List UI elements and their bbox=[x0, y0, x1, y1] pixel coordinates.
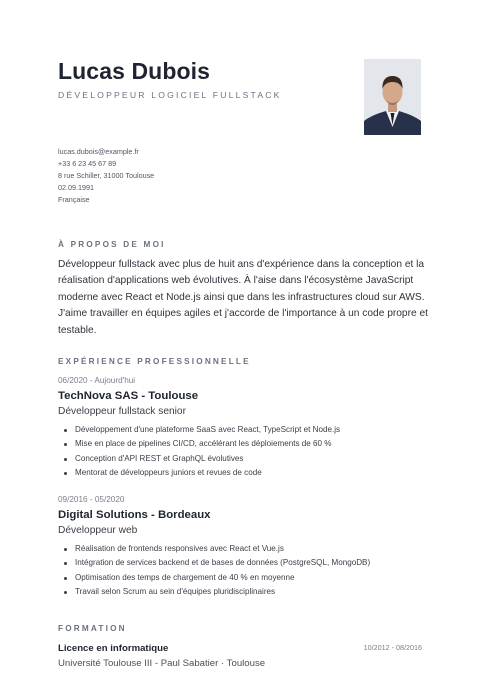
job-company: Digital Solutions - Bordeaux bbox=[58, 509, 211, 521]
section-title-about: À PROPOS DE MOI bbox=[58, 240, 166, 249]
job-bullet: Réalisation de frontends responsives avec React et Vue.js bbox=[58, 542, 428, 556]
section-title-education: FORMATION bbox=[58, 624, 127, 633]
contact-address: 8 rue Schiller, 31000 Toulouse bbox=[58, 171, 155, 180]
contact-email[interactable]: lucas.dubois@example.fr bbox=[58, 147, 139, 156]
contact-nationality: Française bbox=[58, 195, 90, 204]
job-company: TechNova SAS - Toulouse bbox=[58, 390, 199, 402]
education-school: Université Toulouse III - Paul Sabatier · Toulouse bbox=[58, 658, 266, 669]
job-position: Développeur web bbox=[58, 525, 138, 536]
job-bullet: Intégration de services backend et de bases de données (PostgreSQL, MongoDB) bbox=[58, 556, 428, 570]
job-bullets bbox=[58, 542, 428, 599]
job-bullet: Conception d'API REST et GraphQL évolutives bbox=[58, 452, 428, 466]
job-bullet: Développement d'une plateforme SaaS avec React, TypeScript et Node.js bbox=[58, 423, 428, 437]
profile-photo bbox=[364, 59, 421, 135]
job-bullet: Mentorat de développeurs juniors et revues de code bbox=[58, 466, 428, 480]
experience-entry bbox=[58, 495, 428, 599]
job-bullet: Travail selon Scrum au sein d'équipes pluridisciplinaires bbox=[58, 585, 428, 599]
job-bullets bbox=[58, 423, 428, 480]
candidate-role: DÉVELOPPEUR LOGICIEL FULLSTACK bbox=[58, 90, 282, 100]
job-period: 09/2016 - 05/2020 bbox=[58, 495, 125, 504]
job-bullet: Optimisation des temps de chargement de 40 % en moyenne bbox=[58, 571, 428, 585]
education-dates: 10/2012 - 08/2016 bbox=[363, 643, 422, 652]
contact-block bbox=[58, 146, 154, 206]
job-position: Développeur fullstack senior bbox=[58, 406, 186, 417]
job-period: 06/2020 - Aujourd'hui bbox=[58, 376, 136, 385]
experience-entry bbox=[58, 376, 428, 480]
about-text: Développeur fullstack avec plus de huit ans d'expérience dans la conception et la réalisation d'applications web évolutives. À l'aise dans l'écosystème JavaScript moderne avec React et Node.js ainsi que dans les infrastructures cloud sur AWS. J'aime travailler en équipes agiles et j'accorde de l'importance à un code propre et testable. bbox=[58, 259, 428, 336]
education-degree: Licence en informatique bbox=[58, 643, 169, 654]
section-title-experience: EXPÉRIENCE PROFESSIONNELLE bbox=[58, 357, 251, 366]
job-bullet: Mise en place de pipelines CI/CD, accélérant les déploiements de 60 % bbox=[58, 437, 428, 451]
contact-birthdate: 02.09.1991 bbox=[58, 183, 94, 192]
candidate-name: Lucas Dubois bbox=[58, 58, 211, 84]
contact-phone[interactable]: +33 6 23 45 67 89 bbox=[58, 159, 117, 168]
portrait-image bbox=[364, 59, 421, 135]
